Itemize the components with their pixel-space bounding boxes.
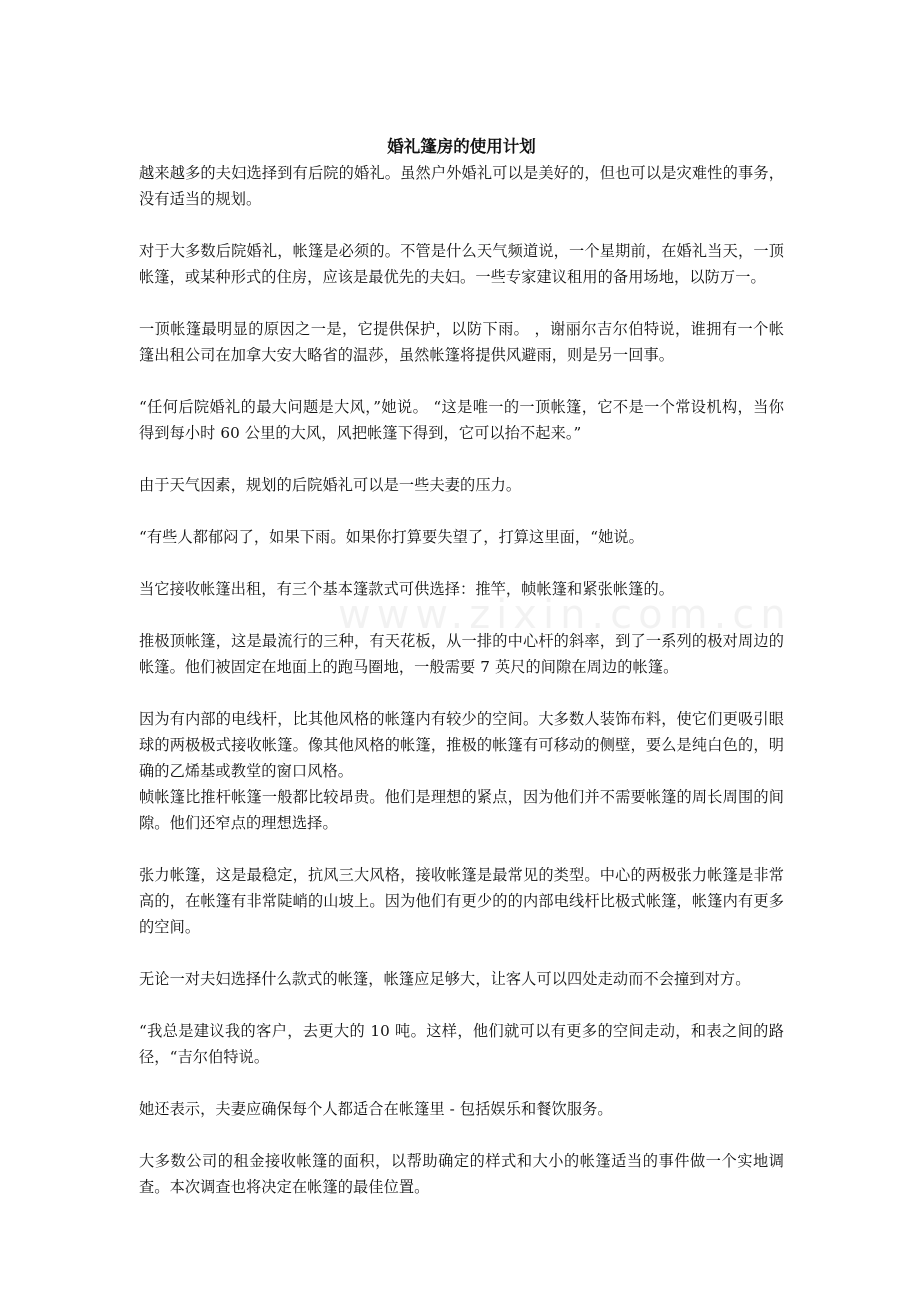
paragraph-3: 一顶帐篷最明显的原因之一是，它提供保护，以防下雨。 ，谢丽尔吉尔伯特说，谁拥有一个帐篷出租公司在加拿大安大略省的温莎，虽然帐篷将提供风避雨，则是另一回事。 (139, 320, 784, 364)
paragraph-gap (139, 1070, 784, 1096)
document-title: 婚礼篷房的使用计划 (387, 137, 536, 156)
watermark: www.zixin.com.cn (338, 592, 792, 638)
paragraph-gap (139, 836, 784, 862)
paragraph-gap (139, 602, 784, 628)
paragraph-gap (139, 212, 784, 238)
paragraph-gap (139, 368, 784, 394)
paragraph-2: 对于大多数后院婚礼，帐篷是必须的。不管是什么天气频道说，一个星期前，在婚礼当天，一顶帐篷，或某种形式的住房，应该是最优先的夫妇。一些专家建议租用的备用场地，以防万一。 (139, 242, 784, 286)
paragraph-gap (139, 550, 784, 576)
paragraph-4: “任何后院婚礼的最大问题是大风，”她说。 “这是唯一的一顶帐篷，它不是一个常设机构，当你得到每小时 60 公里的大风，风把帐篷下得到，它可以抬不起来。” (139, 398, 784, 442)
paragraph-5: 由于天气因素，规划的后院婚礼可以是一些夫妻的压力。 (139, 476, 522, 494)
paragraph-6: “有些人都郁闷了，如果下雨。如果你打算要失望了，打算这里面，“她说。 (139, 528, 644, 546)
paragraph-gap (139, 940, 784, 966)
paragraph-11: 张力帐篷，这是最稳定，抗风三大风格，接收帐篷是最常见的类型。中心的两极张力帐篷是非常高的，在帐篷有非常陡峭的山坡上。因为他们有更少的的内部电线杆比极式帐篷，帐篷内有更多的空间。 (139, 866, 784, 936)
paragraph-gap (139, 992, 784, 1018)
paragraph-gap (139, 498, 784, 524)
paragraph-gap (139, 446, 784, 472)
paragraph-13: “我总是建议我的客户，去更大的 10 吨。这样，他们就可以有更多的空间走动，和表之间的路径，“吉尔伯特说。 (139, 1022, 784, 1066)
paragraph-gap (139, 290, 784, 316)
paragraph-gap (139, 1122, 784, 1148)
paragraph-1: 越来越多的夫妇选择到有后院的婚礼。虽然户外婚礼可以是美好的，但也可以是灾难性的事务，没有适当的规划。 (139, 164, 784, 208)
paragraph-7: 当它接收帐篷出租，有三个基本篷款式可供选择：推竿，帧帐篷和紧张帐篷的。 (139, 580, 675, 598)
paragraph-gap (139, 680, 784, 706)
paragraph-10: 帧帐篷比推杆帐篷一般都比较昂贵。他们是理想的紧点，因为他们并不需要帐篷的周长周围的间隙。他们还窄点的理想选择。 (139, 788, 784, 832)
paragraph-8: 推极顶帐篷，这是最流行的三种，有天花板，从一排的中心杆的斜率，到了一系列的极对周边的帐篷。他们被固定在地面上的跑马圈地，一般需要 7 英尺的间隙在周边的帐篷。 (139, 632, 784, 676)
paragraph-14: 她还表示，夫妻应确保每个人都适合在帐篷里 - 包括娱乐和餐饮服务。 (139, 1100, 613, 1118)
document-page (139, 134, 784, 1200)
paragraph-9: 因为有内部的电线杆，比其他风格的帐篷内有较少的空间。大多数人装饰布料，使它们更吸引眼球的两极极式接收帐篷。像其他风格的帐篷，推极的帐篷有可移动的侧壁，要么是纯白色的，明确的乙烯基或教堂的窗口风格。 (139, 710, 784, 780)
paragraph-12: 无论一对夫妇选择什么款式的帐篷，帐篷应足够大，让客人可以四处走动而不会撞到对方。 (139, 970, 751, 988)
paragraph-15: 大多数公司的租金接收帐篷的面积，以帮助确定的样式和大小的帐篷适当的事件做一个实地调查。本次调查也将决定在帐篷的最佳位置。 (139, 1152, 784, 1196)
